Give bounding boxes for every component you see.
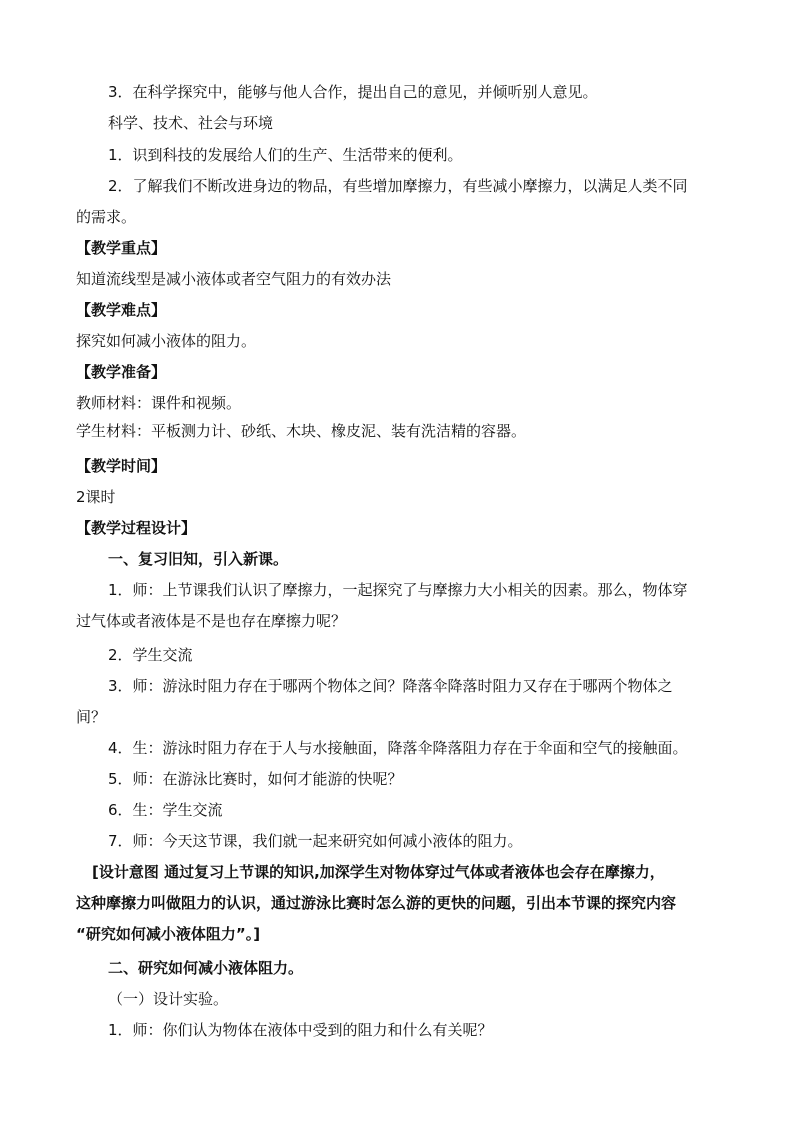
design-intent-line-3: “研究如何减小液体阻力”。] xyxy=(76,925,261,943)
process-item-3-cont: 间？ xyxy=(76,708,107,726)
heading-process: 【教学过程设计】 xyxy=(76,519,197,537)
time-text: 2课时 xyxy=(76,488,116,506)
process-item-2: 2．学生交流 xyxy=(108,646,193,664)
design-intent-line-1: [设计意图 通过复习上节课的知识,加深学生对物体穿过气体或者液体也会存在摩擦力， xyxy=(92,863,665,881)
step-one-heading: 一、复习旧知，引入新课。 xyxy=(108,550,289,568)
process-item-4: 4．生：游泳时阻力存在于人与水接触面，降落伞降落阻力存在于伞面和空气的接触面。 xyxy=(108,739,688,757)
process-item-3: 3．师：游泳时阻力存在于哪两个物体之间？降落伞降落时阻力又存在于哪两个物体之 xyxy=(108,677,673,695)
subsection-design-experiment: （一）设计实验。 xyxy=(108,990,229,1008)
teacher-materials: 教师材料：课件和视频。 xyxy=(76,394,242,412)
process-item-7: 7．师：今天这节课，我们就一起来研究如何减小液体的阻力。 xyxy=(108,832,523,850)
experiment-item-1: 1．师：你们认为物体在液体中受到的阻力和什么有关呢？ xyxy=(108,1021,493,1039)
heading-time: 【教学时间】 xyxy=(76,457,167,475)
process-item-6: 6．生：学生交流 xyxy=(108,801,223,819)
difficulties-text: 探究如何减小液体的阻力。 xyxy=(76,332,257,350)
heading-preparation: 【教学准备】 xyxy=(76,363,167,381)
process-item-5: 5．师：在游泳比赛时，如何才能游的快呢？ xyxy=(108,770,403,788)
design-intent-line-2: 这种摩擦力叫做阻力的认识，通过游泳比赛时怎么游的更快的问题，引出本节课的探究内容 xyxy=(76,894,677,912)
student-materials: 学生材料：平板测力计、砂纸、木块、橡皮泥、装有洗洁精的容器。 xyxy=(76,422,527,440)
key-points-text: 知道流线型是减小液体或者空气阻力的有效办法 xyxy=(76,270,392,288)
heading-key-points: 【教学重点】 xyxy=(76,239,167,257)
process-item-1-cont: 过气体或者液体是不是也存在摩擦力呢？ xyxy=(76,612,347,630)
objective-item-3: 3．在科学探究中，能够与他人合作，提出自己的意见，并倾听别人意见。 xyxy=(108,83,598,101)
sts-item-2: 2．了解我们不断改进身边的物品，有些增加摩擦力，有些减小摩擦力，以满足人类不同 xyxy=(108,177,688,195)
heading-difficulties: 【教学难点】 xyxy=(76,301,167,319)
section-label-sts: 科学、技术、社会与环境 xyxy=(108,114,274,132)
step-two-heading: 二、研究如何减小液体阻力。 xyxy=(108,959,304,977)
process-item-1: 1．师：上节课我们认识了摩擦力，一起探究了与摩擦力大小相关的因素。那么，物体穿 xyxy=(108,581,688,599)
sts-item-2-cont: 的需求。 xyxy=(76,208,137,226)
sts-item-1: 1．识到科技的发展给人们的生产、生活带来的便利。 xyxy=(108,146,463,164)
